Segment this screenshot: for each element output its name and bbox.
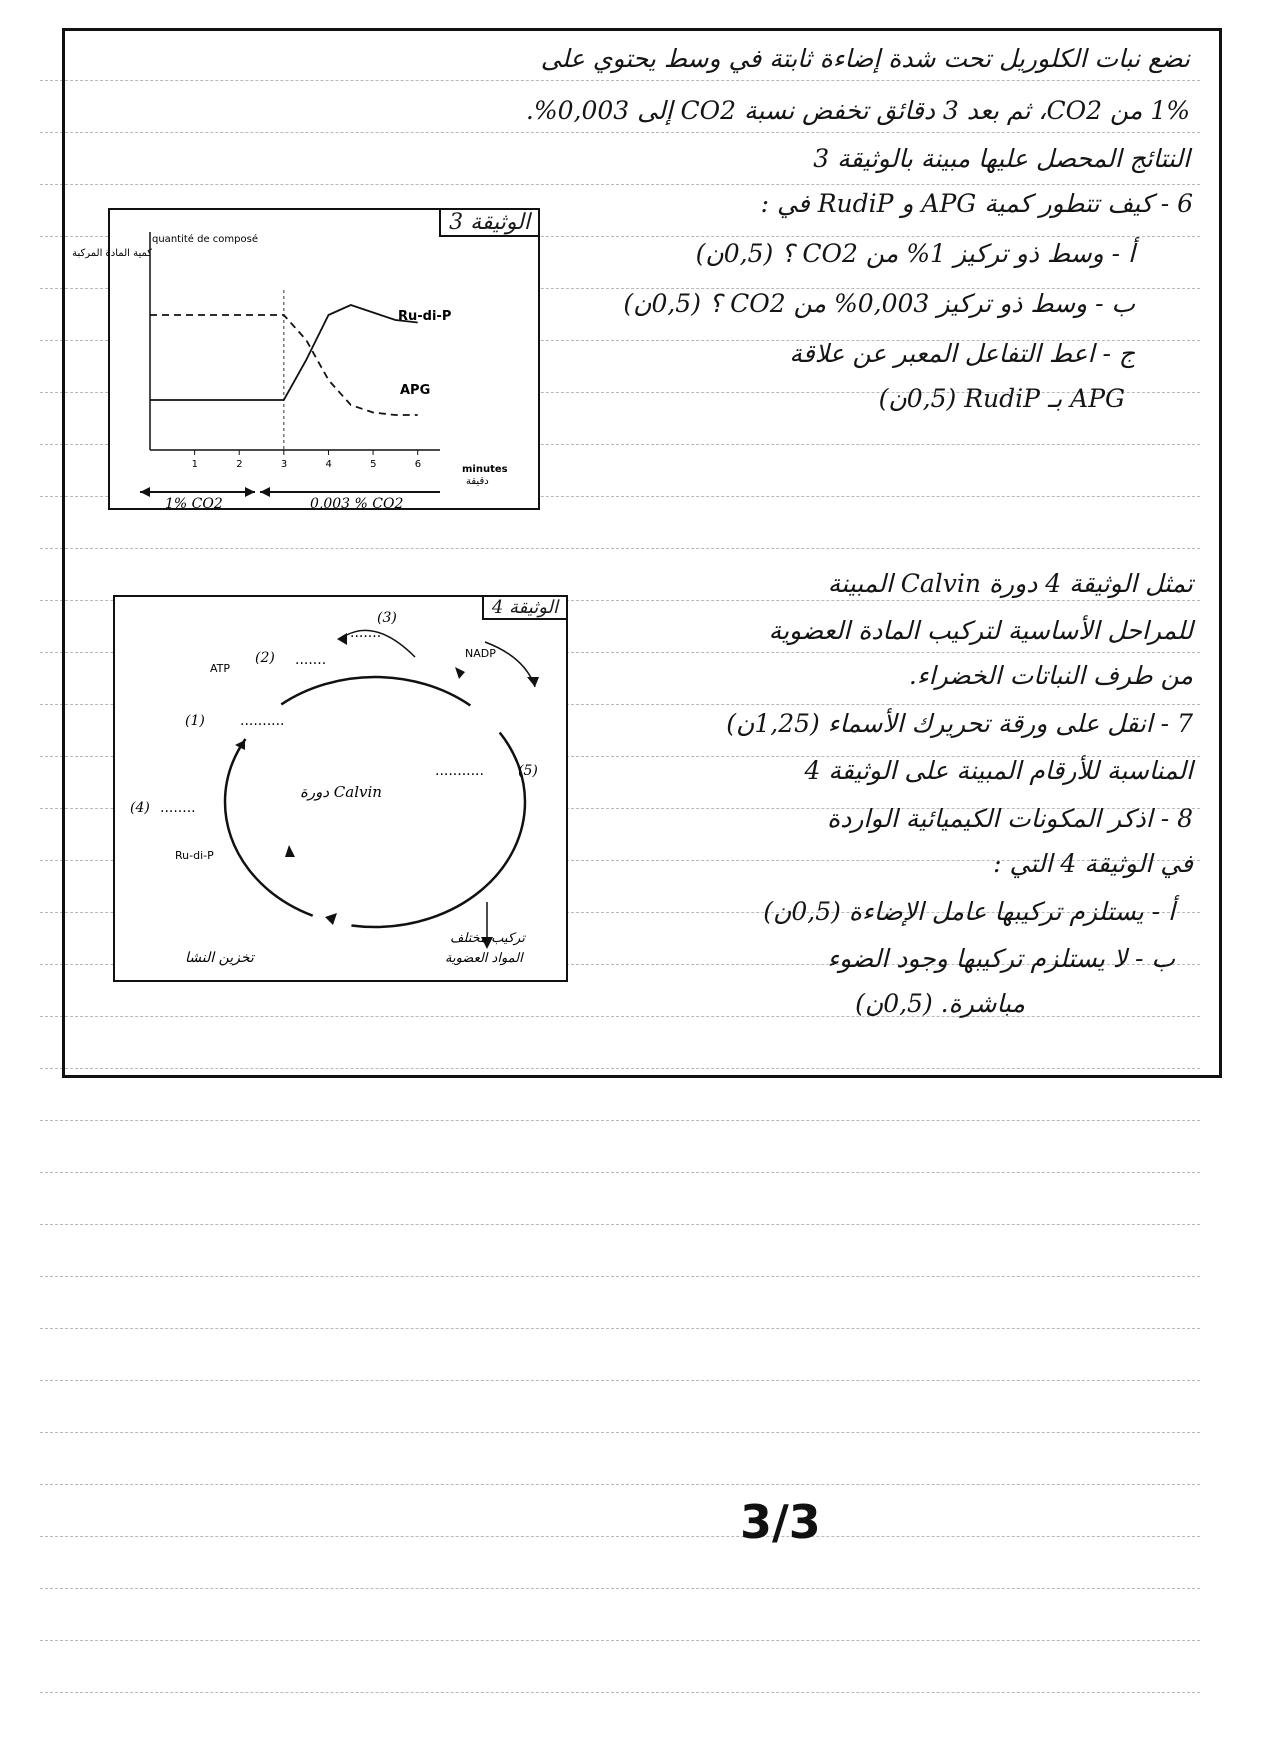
doc3-label-rudip: Ru-di-P xyxy=(398,309,452,324)
intro-line-3: النتائج المحصل عليها مبينة بالوثيقة 3 xyxy=(813,144,1190,173)
doc3-tick-label: 3 xyxy=(280,459,288,470)
question-7-line-1: 7 - انقل على ورقة تحريرك الأسماء (1,25ن) xyxy=(726,709,1193,738)
doc3-arrow-left-head xyxy=(140,487,150,497)
doc3-y-label-fr: quantité de composé xyxy=(152,234,258,245)
doc4-label: الوثيقة 4 xyxy=(482,595,568,620)
doc4-number-2: (2) xyxy=(255,650,275,666)
question-8b-line-1: ب - لا يستلزم تركيبها وجود الضوء xyxy=(827,944,1175,973)
doc4-starch: تخزين النشا xyxy=(185,950,254,966)
question-8-line-2: في الوثيقة 4 التي : xyxy=(993,849,1193,878)
doc4-blank-5: ........... xyxy=(435,763,484,779)
question-7-line-2: المناسبة للأرقام المبينة على الوثيقة 4 xyxy=(804,756,1193,785)
doc4-blank-4: ........ xyxy=(160,800,196,816)
doc4-figure xyxy=(113,595,568,982)
intro-line-2: 1% من CO2، ثم بعد 3 دقائق تخفض نسبة CO2 إلى 0,003%. xyxy=(525,96,1190,125)
doc3-arrow-mid-head xyxy=(245,487,255,497)
part2-intro-line-3: من طرف النباتات الخضراء. xyxy=(908,661,1193,690)
doc3-phase1-label: 1% CO2 xyxy=(165,496,223,512)
doc4-organic-line-1: تركيب مختلف xyxy=(450,931,525,946)
part2-intro-line-1: تمثل الوثيقة 4 دورة Calvin المبينة xyxy=(827,569,1193,598)
ruled-line xyxy=(40,1484,1200,1485)
doc3-figure xyxy=(72,208,540,512)
doc4-nadp-arrowhead xyxy=(527,677,539,687)
ruled-line xyxy=(40,1380,1200,1381)
doc3-tick-label: 1 xyxy=(191,459,198,470)
doc4-atp: ATP xyxy=(210,662,231,675)
doc4-atp-arrowhead xyxy=(337,633,347,645)
doc3-label-apg: APG xyxy=(400,383,431,398)
page-number: 3/3 xyxy=(740,1495,821,1549)
intro-line-1: نضع نبات الكلوريل تحت شدة إضاءة ثابتة في وسط يحتوي على xyxy=(540,44,1190,73)
question-6c-line-2: APG بـ RudiP (0,5ن) xyxy=(878,384,1125,413)
doc3-tick-label: 6 xyxy=(414,459,422,470)
doc4-organic-line-2: المواد العضوية xyxy=(445,951,523,966)
doc3-phase2-label: 0,003 % CO2 xyxy=(310,496,404,512)
doc3-tick-label: 2 xyxy=(236,459,243,470)
question-8-line-1: 8 - اذكر المكونات الكيميائية الواردة xyxy=(827,804,1193,833)
doc4-number-1: (1) xyxy=(185,713,205,729)
doc3-tick-label: 5 xyxy=(370,459,377,470)
part2-intro-line-2: للمراحل الأساسية لتركيب المادة العضوية xyxy=(768,616,1193,645)
question-8b-line-2: مباشرة. (0,5ن) xyxy=(855,989,1025,1018)
doc4-number-3: (3) xyxy=(377,610,397,626)
doc4-blank-3: ....... xyxy=(350,625,382,641)
question-8a: أ - يستلزم تركيبها عامل الإضاءة (0,5ن) xyxy=(763,897,1175,926)
doc4-cycle-arrowhead-top xyxy=(455,667,465,679)
ruled-line xyxy=(40,1640,1200,1641)
doc4-number-4: (4) xyxy=(130,800,150,816)
doc3-chart xyxy=(72,210,538,512)
doc4-rudip: Ru-di-P xyxy=(175,849,214,862)
doc3-x-ticks xyxy=(192,450,421,470)
doc3-arrow-mid2-head xyxy=(260,487,270,497)
doc3-label: الوثيقة 3 xyxy=(439,208,540,237)
doc4-blank-2: ....... xyxy=(295,652,327,668)
question-6b: ب - وسط ذو تركيز 0,003% من CO2 ؟ (0,5ن) xyxy=(623,289,1135,318)
doc4-number-5: (5) xyxy=(518,763,538,779)
doc3-x-unit-ar: دقيقة xyxy=(466,476,489,487)
doc4-center: دورة Calvin xyxy=(300,783,382,801)
question-6c-line-1: ج - اعط التفاعل المعبر عن علاقة xyxy=(789,339,1135,368)
doc3-x-unit-fr: minutes xyxy=(462,464,508,475)
doc4-nadp: NADP xyxy=(465,647,496,660)
question-6: 6 - كيف تتطور كمية APG و RudiP في : xyxy=(760,189,1193,218)
ruled-line xyxy=(40,1328,1200,1329)
ruled-line xyxy=(40,1536,1200,1537)
question-6a: أ - وسط ذو تركيز 1% من CO2 ؟ (0,5ن) xyxy=(695,239,1135,268)
ruled-line xyxy=(40,1692,1200,1693)
doc3-y-label-ar: كمية المادة المركبة xyxy=(72,248,152,259)
ruled-line xyxy=(40,1120,1200,1121)
ruled-line xyxy=(40,1432,1200,1433)
doc4-diagram xyxy=(115,597,566,980)
ruled-line xyxy=(40,1588,1200,1589)
doc3-tick-label: 4 xyxy=(325,459,332,470)
ruled-line xyxy=(40,1276,1200,1277)
doc4-cycle-arrowhead-left xyxy=(285,845,295,857)
doc4-cycle-arrowhead-bottom xyxy=(325,913,337,925)
doc4-blank-1: .......... xyxy=(240,713,285,729)
ruled-line xyxy=(40,1172,1200,1173)
ruled-line xyxy=(40,1224,1200,1225)
